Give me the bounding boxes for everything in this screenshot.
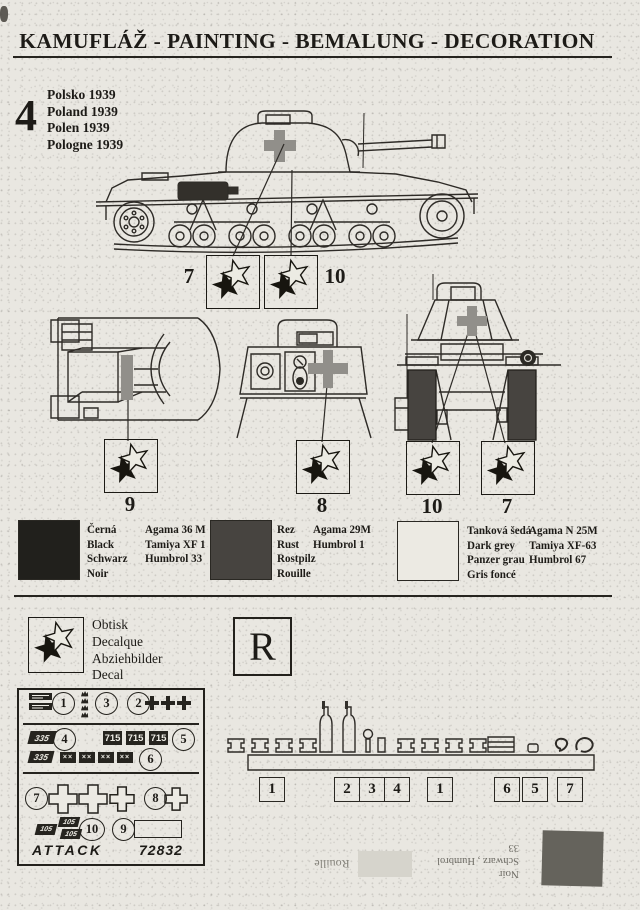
number-plate-decal: 715 xyxy=(150,732,167,744)
decal-sheet-diagram xyxy=(17,688,205,866)
paint-refs: Agama 29M Humbrol 1 xyxy=(313,522,371,551)
tank-top-view-drawing xyxy=(46,312,222,428)
decal-number-rear-view: 8 xyxy=(316,493,328,517)
scheme-number: 4 xyxy=(15,91,37,140)
callout-1: 1 xyxy=(52,692,75,715)
part-slot: 4 xyxy=(384,777,410,802)
bottle-pin xyxy=(322,701,325,709)
part-slot: 2 xyxy=(334,777,360,802)
number-plate-decal: 335 xyxy=(27,731,56,744)
star-decal-box xyxy=(296,440,350,494)
callout-7: 7 xyxy=(25,787,48,810)
block-part xyxy=(528,744,538,752)
showthrough-swatch-dark xyxy=(541,830,603,887)
showthrough-rouille: Rouille xyxy=(314,857,350,871)
driver-visor xyxy=(441,344,503,360)
callout-5: 5 xyxy=(172,728,195,751)
parts-strip-drawing xyxy=(225,693,600,777)
part-slot: 6 xyxy=(494,777,520,802)
star-decal-icon xyxy=(297,441,346,490)
number-plate-decal: 105 xyxy=(58,817,80,827)
sheet-separator xyxy=(23,723,199,725)
number-plate-decal: 105 xyxy=(35,824,58,835)
deck-hatch xyxy=(68,352,118,402)
muzzle xyxy=(432,135,445,148)
left-hatch-panel xyxy=(251,354,280,389)
decal-number-side-right: 10 xyxy=(324,264,346,288)
callout-3: 3 xyxy=(95,692,118,715)
road-wheel xyxy=(169,225,191,247)
number-plate-decal: 335 xyxy=(28,751,55,763)
turret-cross-marking xyxy=(264,130,296,162)
part-slot: 1 xyxy=(259,777,285,802)
decal-number-front-left: 10 xyxy=(421,494,443,518)
brand-name: ATTACK xyxy=(32,842,103,858)
return-roller xyxy=(187,204,197,214)
callout-8: 8 xyxy=(144,787,167,810)
headlight xyxy=(520,350,536,366)
exhaust-muffler xyxy=(178,182,228,200)
part-slot: 7 xyxy=(557,777,583,802)
pistol-port xyxy=(296,377,304,385)
scheme-variant: Pologne 1939 xyxy=(47,136,124,152)
paint-names: Tanková šedá Dark grey Panzer grau Gris foncé xyxy=(467,523,532,581)
star-decal-box xyxy=(104,439,158,493)
callout-10: 10 xyxy=(79,818,105,841)
showthrough-schwarz-block xyxy=(425,841,519,880)
scheme-variant: Polen 1939 xyxy=(47,120,110,135)
star-decal-icon xyxy=(29,618,80,669)
scheme-variant: Poland 1939 xyxy=(47,103,118,119)
scheme-variant: Polsko 1939 xyxy=(47,87,116,102)
showthrough-schwarz: Schwarz , Humbrol 33 xyxy=(437,842,519,866)
callout-2: 2 xyxy=(127,692,150,715)
spool-part xyxy=(228,739,486,752)
star-decal-icon xyxy=(207,256,256,305)
title-underline xyxy=(13,56,612,58)
paper-edge-blemish xyxy=(0,6,8,22)
hull-nose xyxy=(198,318,220,420)
emblem-decal xyxy=(81,712,88,717)
rear-cross-marking xyxy=(308,350,348,388)
page-title: KAMUFLÁŽ - PAINTING - BEMALUNG - DECORATION xyxy=(19,29,595,53)
part-slot: 5 xyxy=(522,777,548,802)
cross-decal-solid xyxy=(161,696,175,710)
part-slot: 3 xyxy=(359,777,385,802)
parts-bar xyxy=(248,755,594,770)
marking-decal: ×× xyxy=(79,752,95,763)
antenna xyxy=(363,113,364,168)
marking-decal: ×× xyxy=(117,752,133,763)
star-decal-icon xyxy=(482,442,531,491)
star-decal-box xyxy=(481,441,535,495)
cross-decal-outline xyxy=(79,785,107,813)
emblem-decal xyxy=(81,691,88,696)
rear-stowage xyxy=(51,320,79,342)
paint-names: Černá Black Schwarz Noir xyxy=(87,522,128,580)
star-decal-box xyxy=(206,255,260,309)
star-decal-icon xyxy=(265,256,314,305)
cross-decal-outline xyxy=(110,787,134,811)
paint-names: Rez Rust Rostpilz Rouille xyxy=(277,522,316,580)
section-divider xyxy=(14,595,612,597)
blank-decal xyxy=(134,820,182,838)
decal-number-side-left: 7 xyxy=(183,264,195,288)
track-run xyxy=(114,238,458,247)
bottle-part xyxy=(320,707,355,752)
part-slot: 1 xyxy=(427,777,453,802)
callout-9: 9 xyxy=(112,818,135,841)
right-track xyxy=(508,370,536,440)
bottle-pin xyxy=(345,701,348,709)
cross-decal-outline xyxy=(49,785,77,813)
r-marking-box xyxy=(233,617,292,676)
paint-swatch-rust xyxy=(210,520,272,580)
paint-refs: Agama N 25M Tamiya XF-63 Humbrol 67 xyxy=(529,523,598,567)
star-decal-icon xyxy=(407,442,456,491)
left-track xyxy=(408,370,436,440)
spring-part xyxy=(488,737,514,752)
cross-decal-solid xyxy=(177,696,191,710)
decal-number-front-right: 7 xyxy=(501,494,513,518)
tank-side-view-drawing xyxy=(90,110,485,265)
license-plate-decal xyxy=(29,703,52,710)
decal-number-top-view: 9 xyxy=(124,492,136,516)
gun-barrel xyxy=(358,140,432,144)
paint-swatch-black xyxy=(18,520,80,580)
license-plate-decal xyxy=(29,693,52,700)
paint-refs: Agama 36 M Tamiya XF 1 Humbrol 33 xyxy=(145,522,206,566)
showthrough-swatch-light xyxy=(358,851,412,877)
emblem-decal xyxy=(81,705,88,710)
r-label: R xyxy=(249,624,276,669)
decal-legend-box xyxy=(28,617,84,673)
sheet-number: 72832 xyxy=(139,842,183,858)
number-plate-decal: 715 xyxy=(104,732,121,744)
hook-part xyxy=(556,739,567,751)
callout-4: 4 xyxy=(53,728,76,751)
paint-swatch-dark-grey xyxy=(397,521,459,581)
cross-decal-outline xyxy=(165,788,187,810)
star-decal-icon xyxy=(105,440,154,489)
engine-grille xyxy=(62,324,92,350)
emblem-decal xyxy=(81,698,88,703)
marking-decal: ×× xyxy=(98,752,114,763)
air-recognition-band xyxy=(121,355,133,400)
hook-part xyxy=(576,738,592,752)
showthrough-noir: Noir xyxy=(498,868,519,880)
pin-part xyxy=(364,730,373,739)
number-plate-decal: 715 xyxy=(127,732,144,744)
front-cross-marking xyxy=(457,306,487,336)
number-plate-decal: 105 xyxy=(60,829,82,839)
tank-front-view-drawing xyxy=(393,270,570,445)
decal-legend-words: Obtisk Decalque Abziehbilder Decal xyxy=(92,617,163,683)
marking-decal: ×× xyxy=(60,752,76,763)
callout-6: 6 xyxy=(139,748,162,771)
sheet-separator xyxy=(23,772,199,774)
star-decal-box xyxy=(264,255,318,309)
star-decal-box xyxy=(406,441,460,495)
fender xyxy=(96,194,478,202)
cylinder-part xyxy=(378,738,385,752)
